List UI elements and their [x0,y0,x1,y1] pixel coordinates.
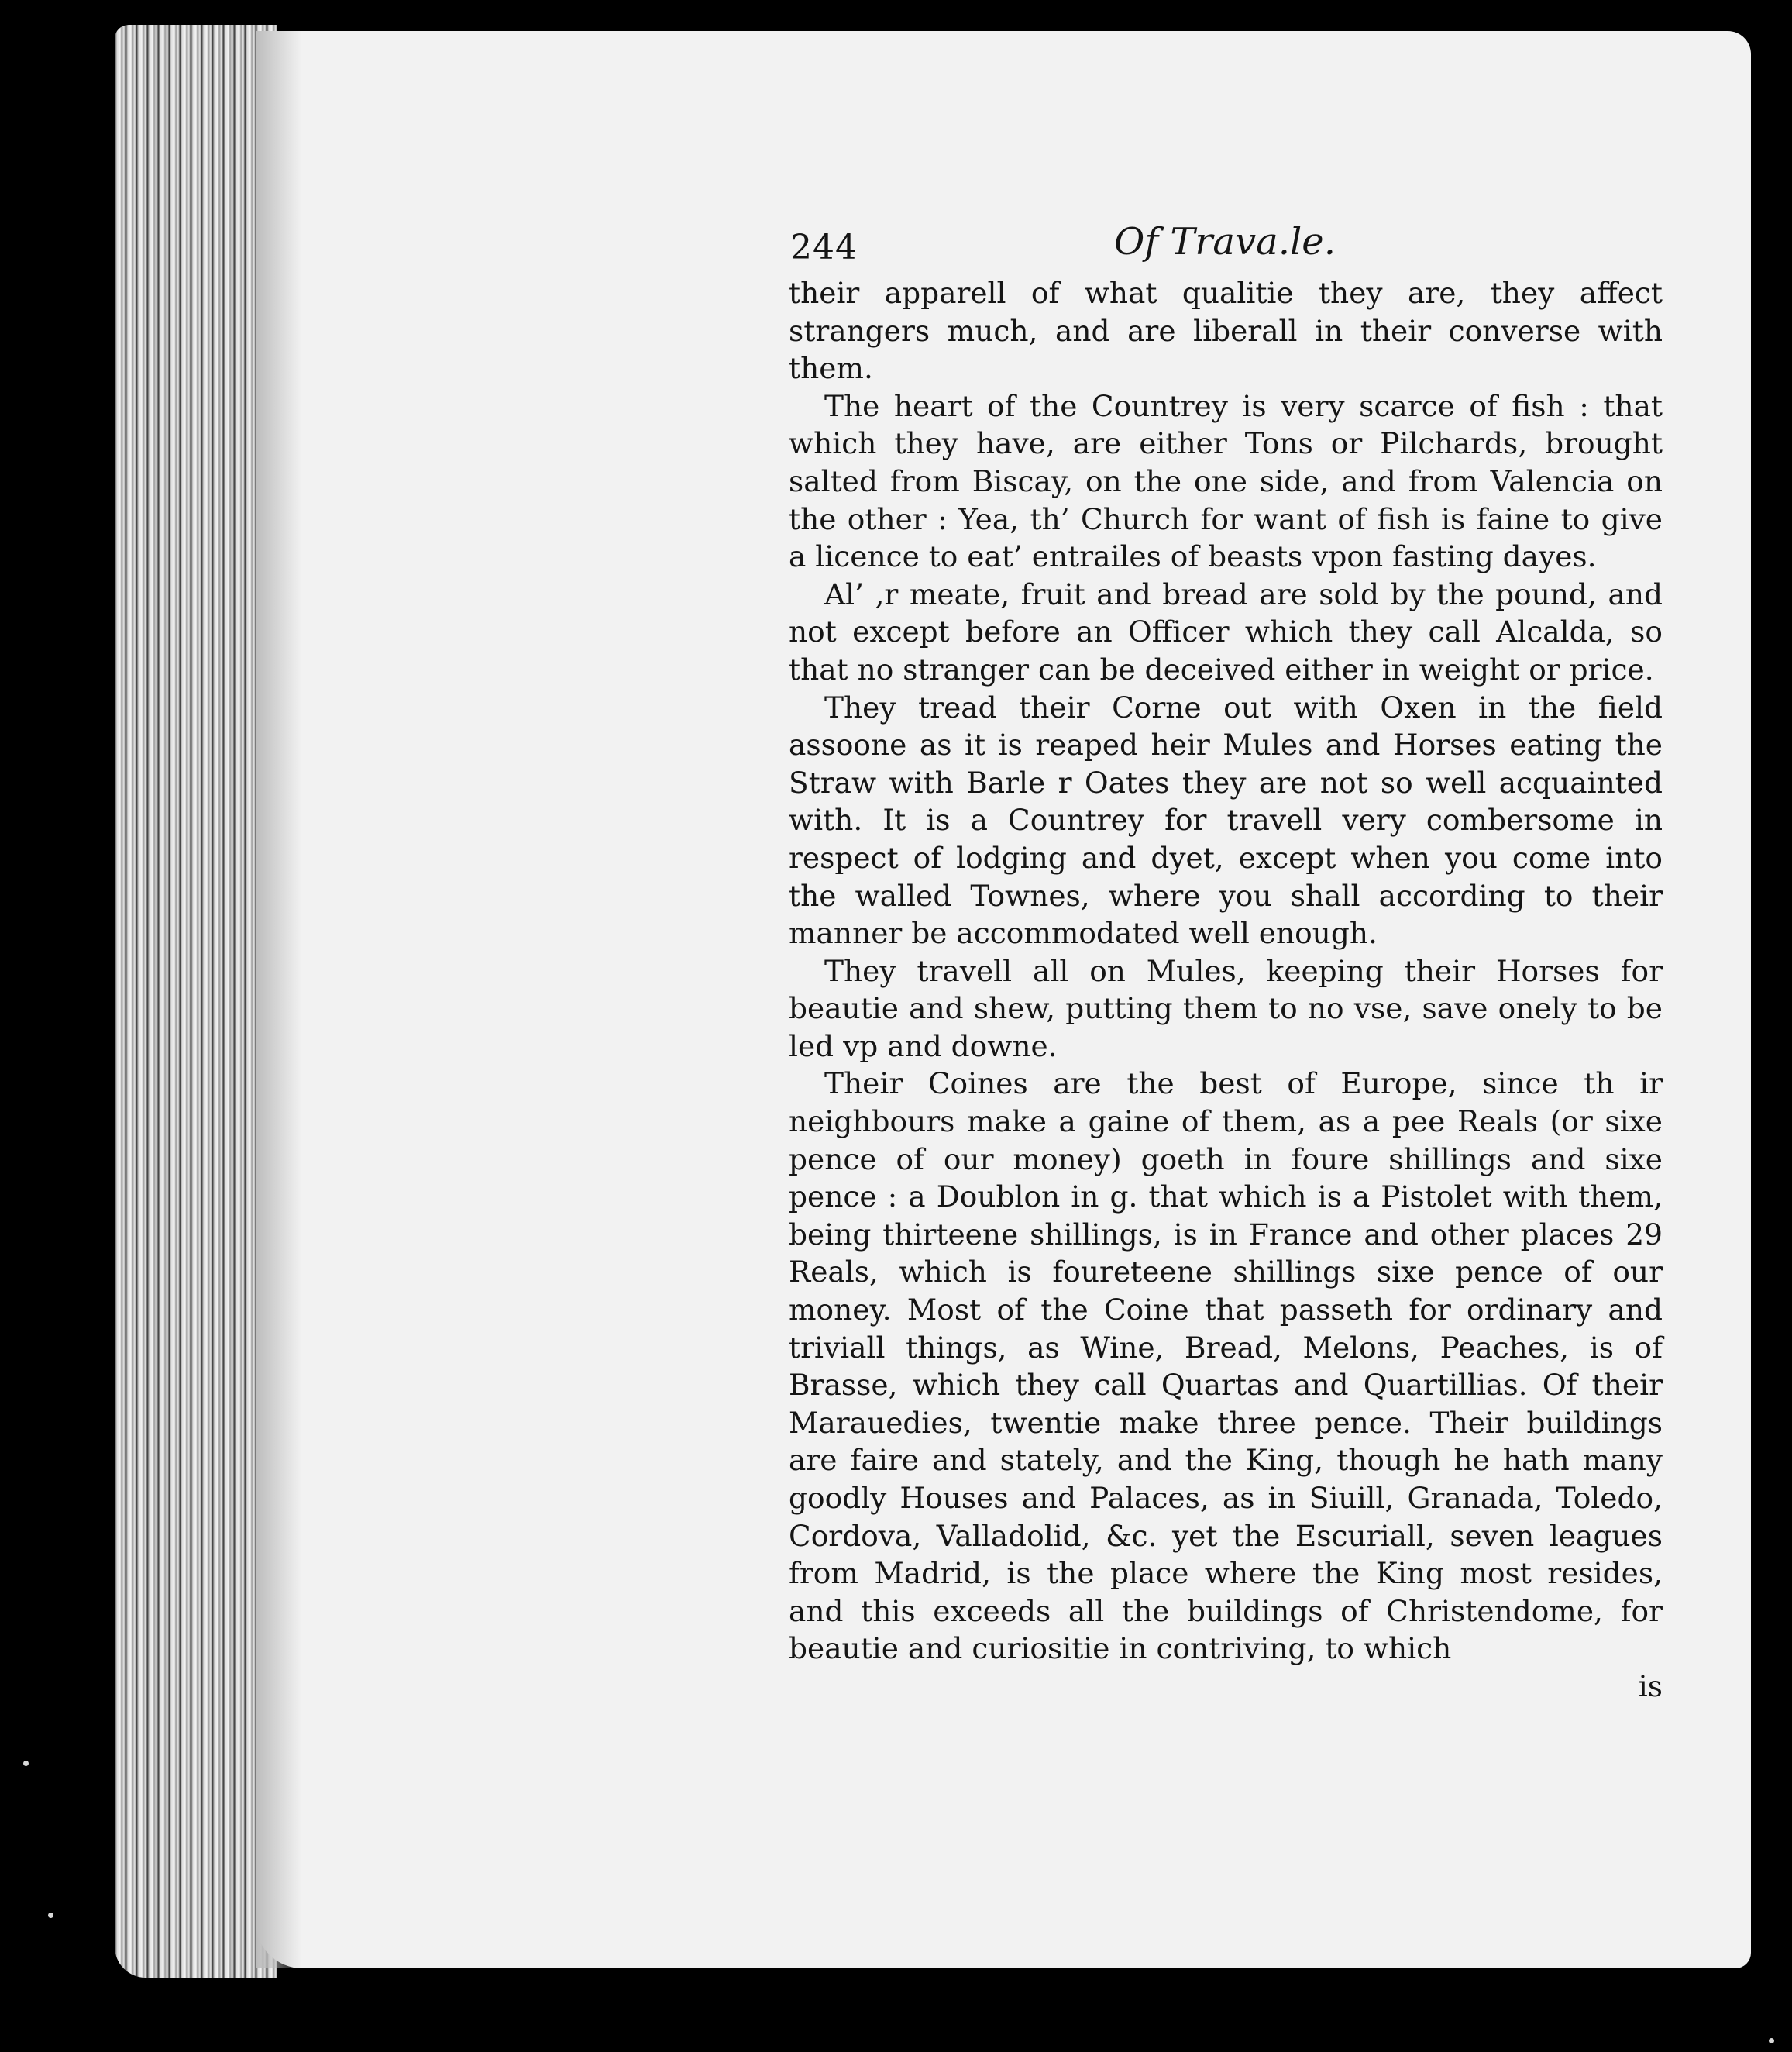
page-block-edge [115,25,277,1978]
paragraph-corne: They tread their Corne out with Oxen in the field assoone as it is reaped heir Mules and Horses eating the Straw with Barle r Oates they are not so well acquainted with. It is a Countrey for travell very combersome in respect of lodging and dyet, except when you come into the walled Townes, where you shall according to their manner be accommodated well enough. [789,690,1663,951]
catchword: is [1638,1668,1663,1703]
paragraph-continuation: their apparell of what qualitie they are, they affect strangers much, and are liberall in their converse with them. [789,276,1663,386]
page-header [789,220,1663,274]
text-block [789,220,1663,1706]
paragraph-coines: Their Coines are the best of Europe, since th ir neighbours make a gaine of them, as a pee Reals (or sixe pence of our money) goeth in foure shillings and sixe pence : a Doublon in g. that which is a Pistolet with them, being thirteene shillings, is in France and other places 29 Reals, which is foureteene shillings sixe pence of our money. Most of the Coine that passeth for ordinary and triviall things, as Wine, Bread, Melons, Peaches, is of Brasse, which they call Quartas and Quartillias. Of their Marauedies, twentie make three pence. Their buildings are faire and stately, and the King, though he hath many goodly Houses and Palaces, as in Siuill, Granada, Toledo, Cordova, Valladolid, &c. yet the Escuriall, seven leagues from Madrid, is the place where the King most resides, and this exceeds all the buildings of Christendome, for beautie and curiositie in contriving, to which [789,1066,1663,1666]
page-number: 244 [790,228,858,267]
paragraph-fish: The heart of the Countrey is very scarce of fish : that which they have, are either Tons or Pilchards, brought salted from Biscay, on the one side, and from Valencia on the other : Yea, th’ Church for want of fish is faine to give a licence to eat’ entrailes of beasts vpon fasting dayes. [789,388,1663,574]
running-title: Of Trava.le. [1114,220,1336,263]
paragraph-meat: Al’ ,r meate, fruit and bread are sold by the pound, and not except before an Officer which they call Alcalda, so that no stranger can be deceived either in weight or price. [789,577,1663,687]
gutter-shadow [256,31,302,1968]
paragraph-mules: They travell all on Mules, keeping their Horses for beautie and shew, putting them to no vse, save onely to be led vp and downe. [789,953,1663,1063]
